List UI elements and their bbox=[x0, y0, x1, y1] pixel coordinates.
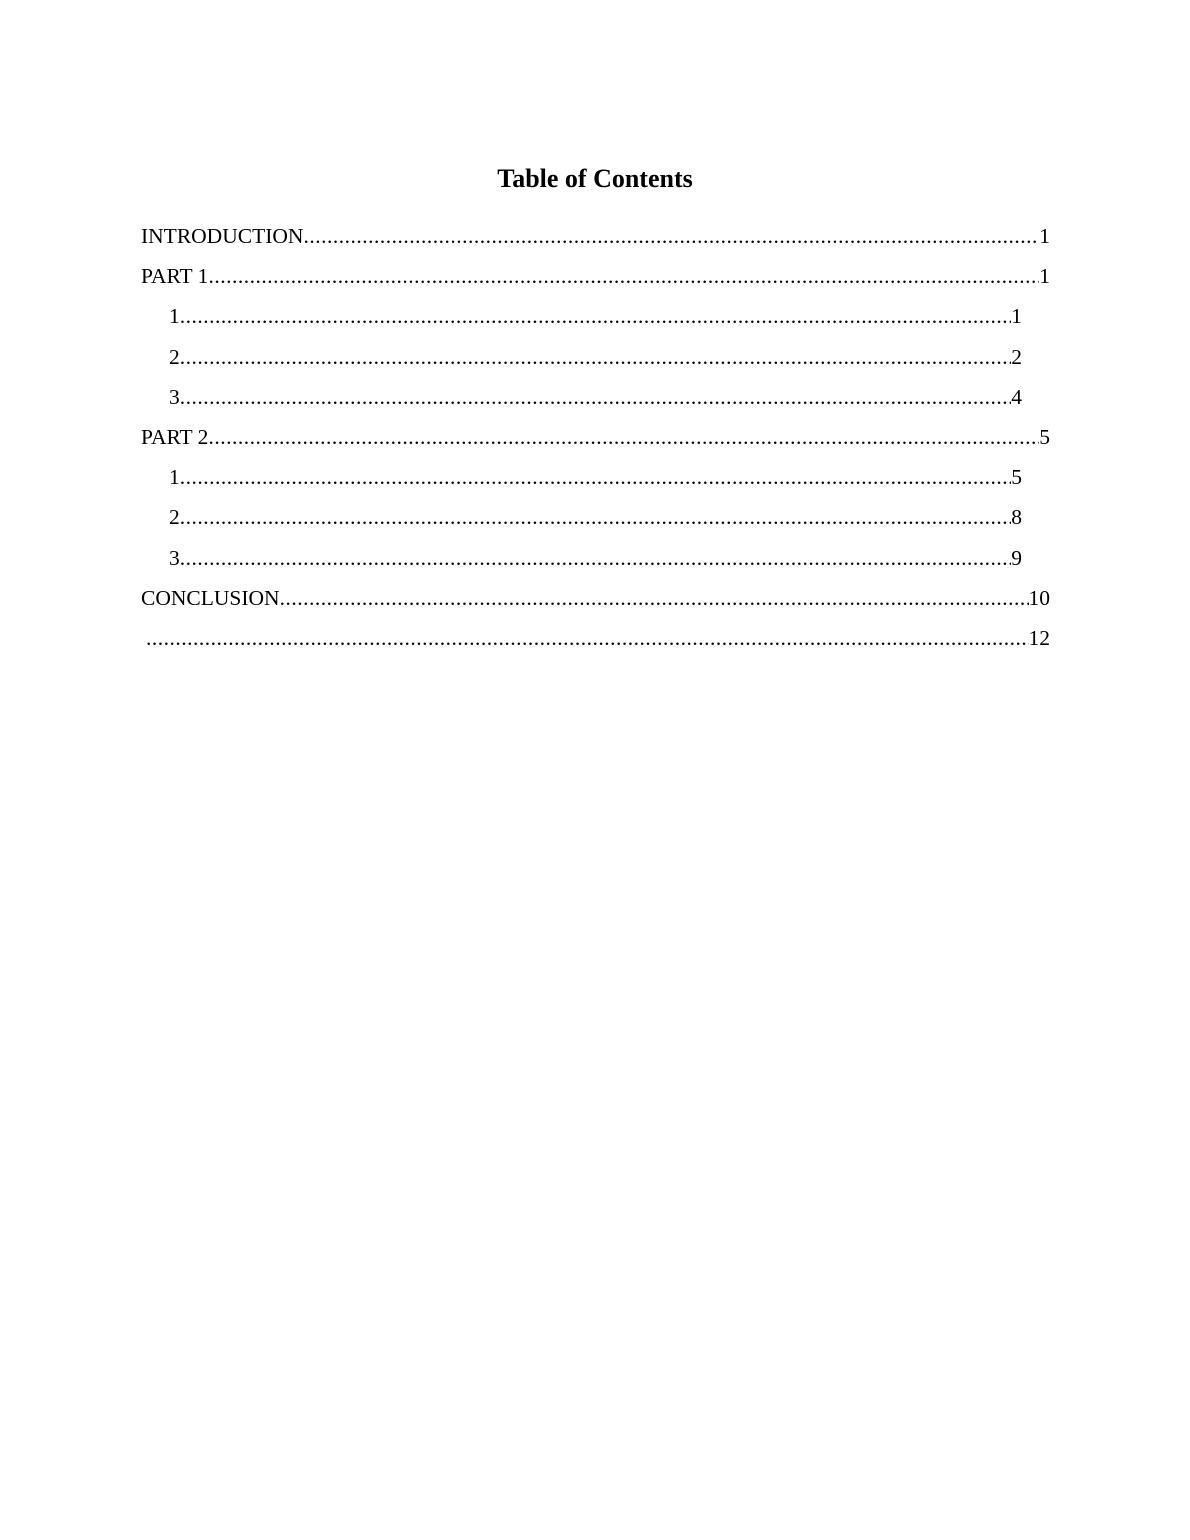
toc-entry-page: 10 bbox=[1028, 585, 1050, 610]
toc-list bbox=[0, 218, 1190, 660]
dot-leader bbox=[280, 580, 1029, 616]
toc-entry-page: 1 bbox=[1039, 264, 1050, 289]
toc-entry-part-1-section-1[interactable] bbox=[0, 298, 1190, 338]
toc-entry-page: 9 bbox=[1011, 545, 1022, 570]
toc-entry-page: 1 bbox=[1011, 304, 1022, 329]
toc-entry-label: INTRODUCTION bbox=[141, 224, 304, 248]
dot-leader bbox=[180, 459, 1012, 495]
toc-entry-page: 5 bbox=[1011, 465, 1022, 490]
toc-entry-untitled[interactable] bbox=[0, 620, 1190, 660]
toc-entry-label: 3 bbox=[169, 545, 180, 570]
dot-leader bbox=[303, 218, 1039, 254]
dot-leader bbox=[180, 499, 1012, 535]
toc-entry-introduction[interactable] bbox=[0, 218, 1190, 258]
toc-entry-page: 4 bbox=[1011, 384, 1022, 409]
dot-leader bbox=[180, 298, 1012, 334]
toc-entry-label: PART 1 bbox=[141, 264, 209, 289]
toc-entry-label: 1 bbox=[169, 465, 180, 490]
toc-entry-part-2-section-2[interactable] bbox=[0, 499, 1190, 539]
dot-leader bbox=[208, 419, 1039, 455]
toc-entry-page: 8 bbox=[1011, 505, 1022, 530]
toc-entry-part-1[interactable] bbox=[0, 258, 1190, 298]
toc-entry-part-2[interactable] bbox=[0, 419, 1190, 459]
toc-entry-label: PART 2 bbox=[141, 424, 209, 449]
dot-leader bbox=[180, 379, 1012, 415]
toc-entry-page: 5 bbox=[1039, 424, 1050, 449]
toc-entry-part-1-section-2[interactable] bbox=[0, 339, 1190, 379]
dot-leader bbox=[180, 339, 1012, 375]
toc-entry-label: 1 bbox=[169, 304, 180, 329]
dot-leader bbox=[146, 620, 1029, 656]
dot-leader bbox=[180, 540, 1012, 576]
toc-entry-part-1-section-3[interactable] bbox=[0, 379, 1190, 419]
toc-entry-page: 1 bbox=[1039, 224, 1050, 248]
toc-entry-part-2-section-1[interactable] bbox=[0, 459, 1190, 499]
toc-entry-label: 2 bbox=[169, 344, 180, 369]
dot-leader bbox=[208, 258, 1039, 294]
toc-entry-conclusion[interactable] bbox=[0, 580, 1190, 620]
toc-entry-page: 2 bbox=[1011, 344, 1022, 369]
toc-entry-label: 3 bbox=[169, 384, 180, 409]
toc-entry-part-2-section-3[interactable] bbox=[0, 540, 1190, 580]
toc-title: Table of Contents bbox=[497, 164, 693, 193]
toc-entry-label: CONCLUSION bbox=[141, 585, 280, 610]
toc-entry-page: 12 bbox=[1028, 625, 1050, 650]
toc-entry-label: 2 bbox=[169, 505, 180, 530]
